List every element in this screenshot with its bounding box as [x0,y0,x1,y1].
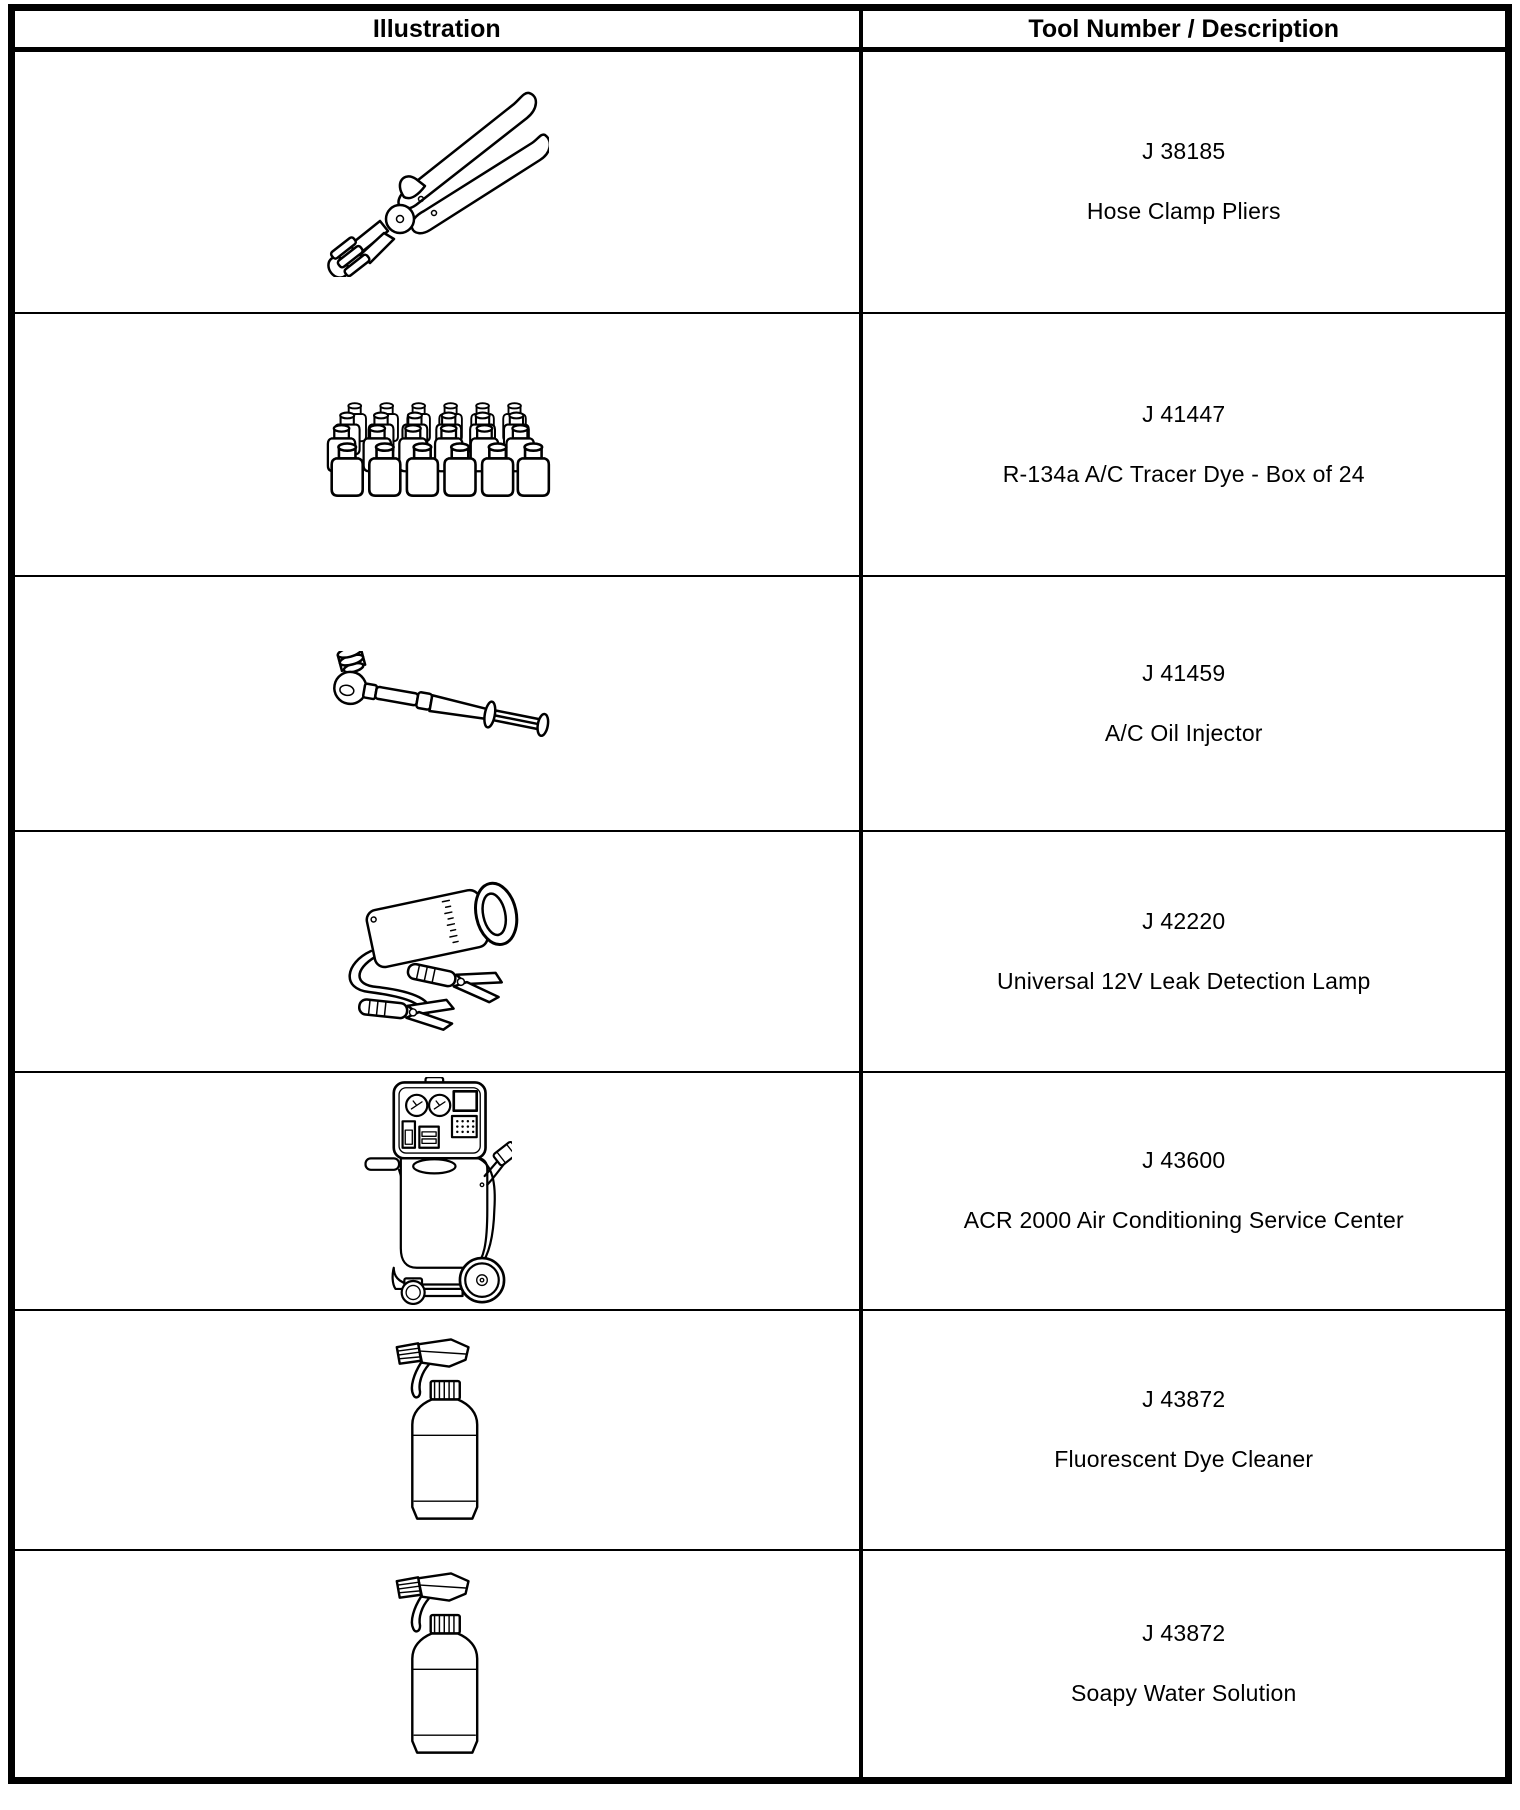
table-row [12,831,1509,1072]
table-row [12,1550,1509,1781]
tool-description: Soapy Water Solution [1070,1680,1297,1707]
description-cell [861,1310,1509,1550]
table-row [12,313,1509,576]
tool-number: J 42220 [1142,907,1226,934]
illustration-cell [12,50,861,313]
tool-number: J 43872 [1142,1620,1226,1647]
spray-bottle-illustration [391,1564,483,1764]
tool-description: R-134a A/C Tracer Dye - Box of 24 [1002,460,1365,487]
tool-description: Universal 12V Leak Detection Lamp [996,967,1371,994]
table-row [12,576,1509,831]
tool-number: J 43872 [1142,1386,1226,1412]
description-cell [861,831,1509,1072]
service-center-cart-illustration [362,1077,512,1305]
tool-description: A/C Oil Injector [1104,719,1263,746]
leak-detection-lamp-illustration [329,869,544,1034]
table-row [12,50,1509,313]
tool-description: Hose Clamp Pliers [1086,198,1281,225]
description-cell [861,50,1509,313]
table-row [12,1310,1509,1550]
table-row [12,1072,1509,1310]
description-cell [861,1072,1509,1310]
description-cell [861,1550,1509,1781]
tracer-dye-bottles-illustration [319,388,554,500]
illustration-cell [12,1550,861,1781]
illustration-cell [12,576,861,831]
tool-number: J 38185 [1142,138,1226,165]
tool-number: J 41447 [1142,400,1226,427]
column-header-tool-number-description: Tool Number / Description [861,8,1509,50]
description-cell [861,576,1509,831]
illustration-cell [12,831,861,1072]
ac-oil-injector-illustration [319,651,554,756]
tool-number: J 43600 [1142,1147,1226,1173]
hose-clamp-pliers-illustration [324,87,549,277]
column-header-illustration: Illustration [12,8,861,50]
tool-number: J 41459 [1142,659,1226,686]
illustration-cell [12,1310,861,1550]
header-row [12,8,1509,50]
illustration-cell [12,1072,861,1310]
tool-description: ACR 2000 Air Conditioning Service Center [963,1207,1404,1233]
tool-description: Fluorescent Dye Cleaner [1054,1446,1314,1472]
description-cell [861,313,1509,576]
illustration-cell [12,313,861,576]
spray-bottle-illustration [391,1330,483,1530]
special-tools-table [8,4,1512,1784]
